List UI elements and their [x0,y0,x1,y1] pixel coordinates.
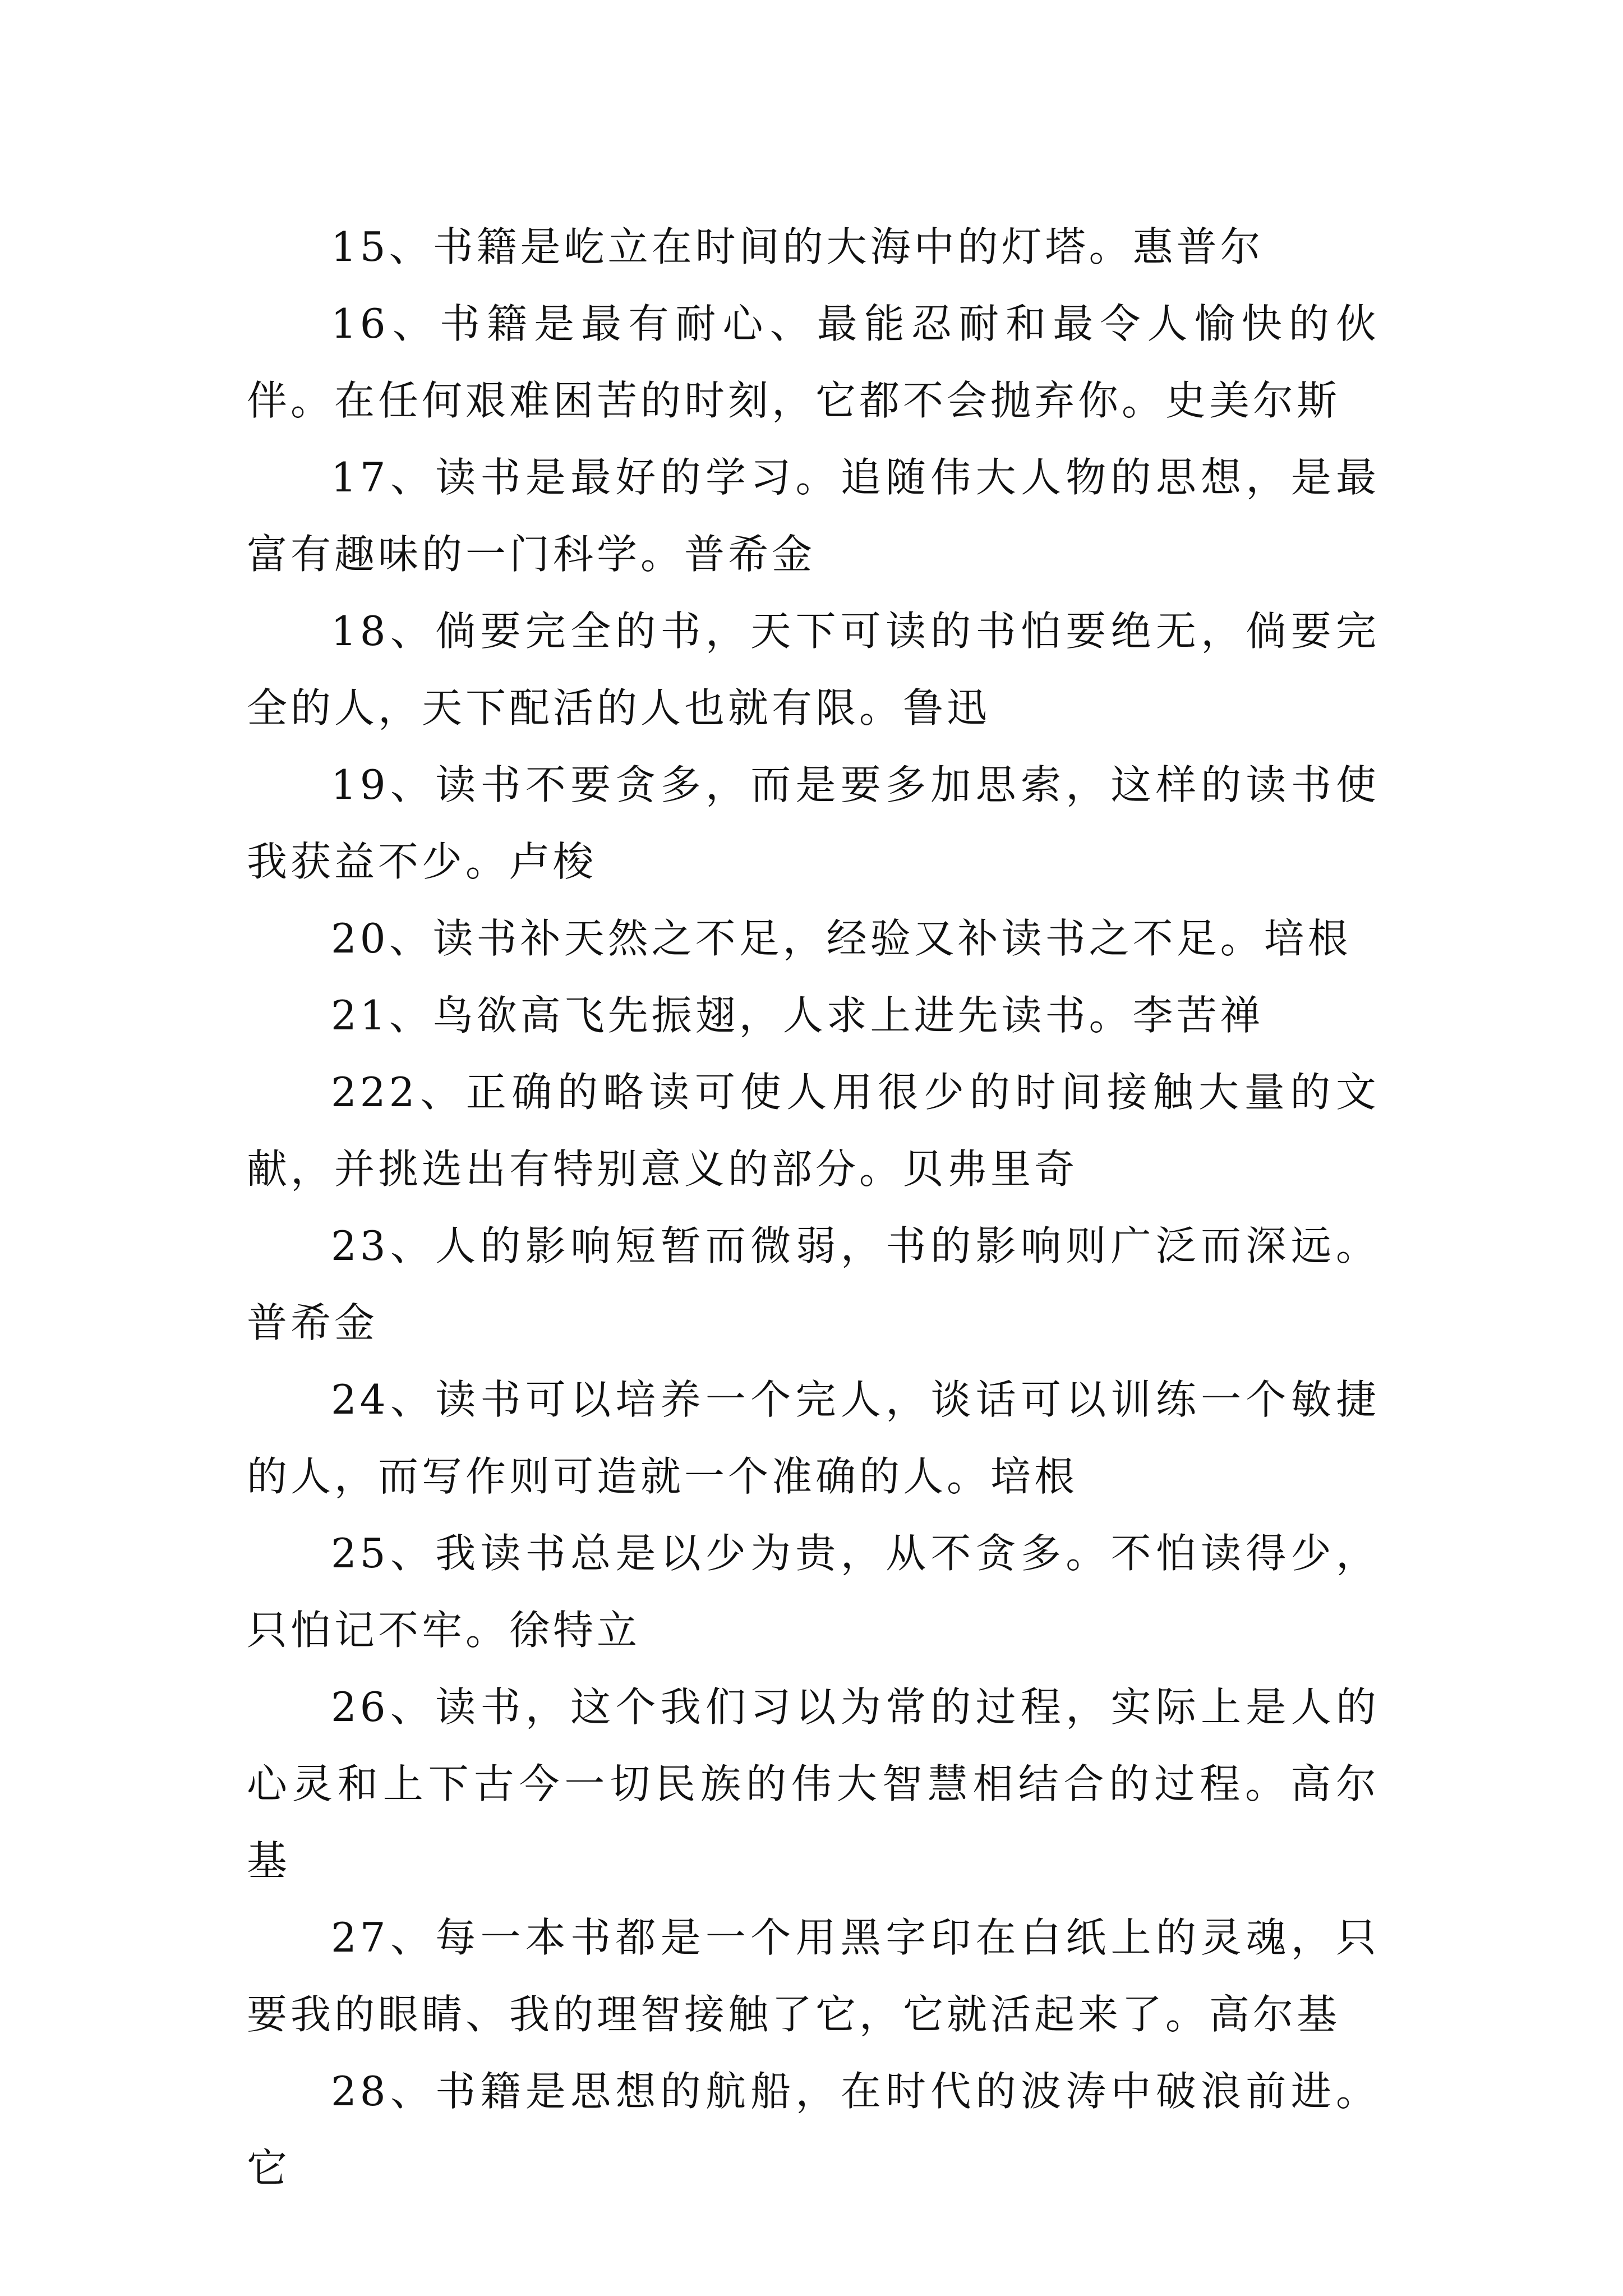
quote-paragraph: 25、我读书总是以少为贵，从不贪多。不怕读得少，只怕记不牢。徐特立 [247,1530,1380,1654]
quote-paragraph: 20、读书补天然之不足，经验又补读书之不足。培根 [331,915,1352,962]
quote-paragraph: 18、倘要完全的书，天下可读的书怕要绝无，倘要完全的人，天下配活的人也就有限。鲁迅 [247,608,1380,731]
quote-paragraph: 24、读书可以培养一个完人，谈话可以训练一个敏捷的人，而写作则可造就一个准确的人。培根 [247,1376,1380,1500]
quote-paragraph: 19、读书不要贪多，而是要多加思索，这样的读书使我获益不少。卢梭 [247,761,1380,885]
quote-paragraph: 222、正确的略读可使人用很少的时间接触大量的文献，并挑选出有特别意义的部分。贝弗里奇 [247,1069,1380,1193]
quote-paragraph: 27、每一本书都是一个用黑字印在白纸上的灵魂，只要我的眼睛、我的理智接触了它，它就活起来了。高尔基 [247,1914,1380,2038]
quote-paragraph: 28、书籍是思想的航船，在时代的波涛中破浪前进。它 [247,2068,1380,2192]
quote-paragraph: 15、书籍是屹立在时间的大海中的灯塔。惠普尔 [331,223,1264,270]
quote-paragraph: 21、鸟欲高飞先振翅，人求上进先读书。李苦禅 [331,992,1264,1039]
quote-paragraph: 23、人的影响短暂而微弱，书的影响则广泛而深远。普希金 [247,1222,1380,1346]
quote-paragraph: 26、读书，这个我们习以为常的过程，实际上是人的心灵和上下古今一切民族的伟大智慧相结合的过程。高尔基 [247,1683,1380,1884]
quote-paragraph: 16、书籍是最有耐心、最能忍耐和最令人愉快的伙伴。在任何艰难困苦的时刻，它都不会抛弃你。史美尔斯 [247,300,1380,424]
document-body [247,209,1380,2207]
quote-paragraph: 17、读书是最好的学习。追随伟大人物的思想，是最富有趣味的一门科学。普希金 [247,454,1380,578]
